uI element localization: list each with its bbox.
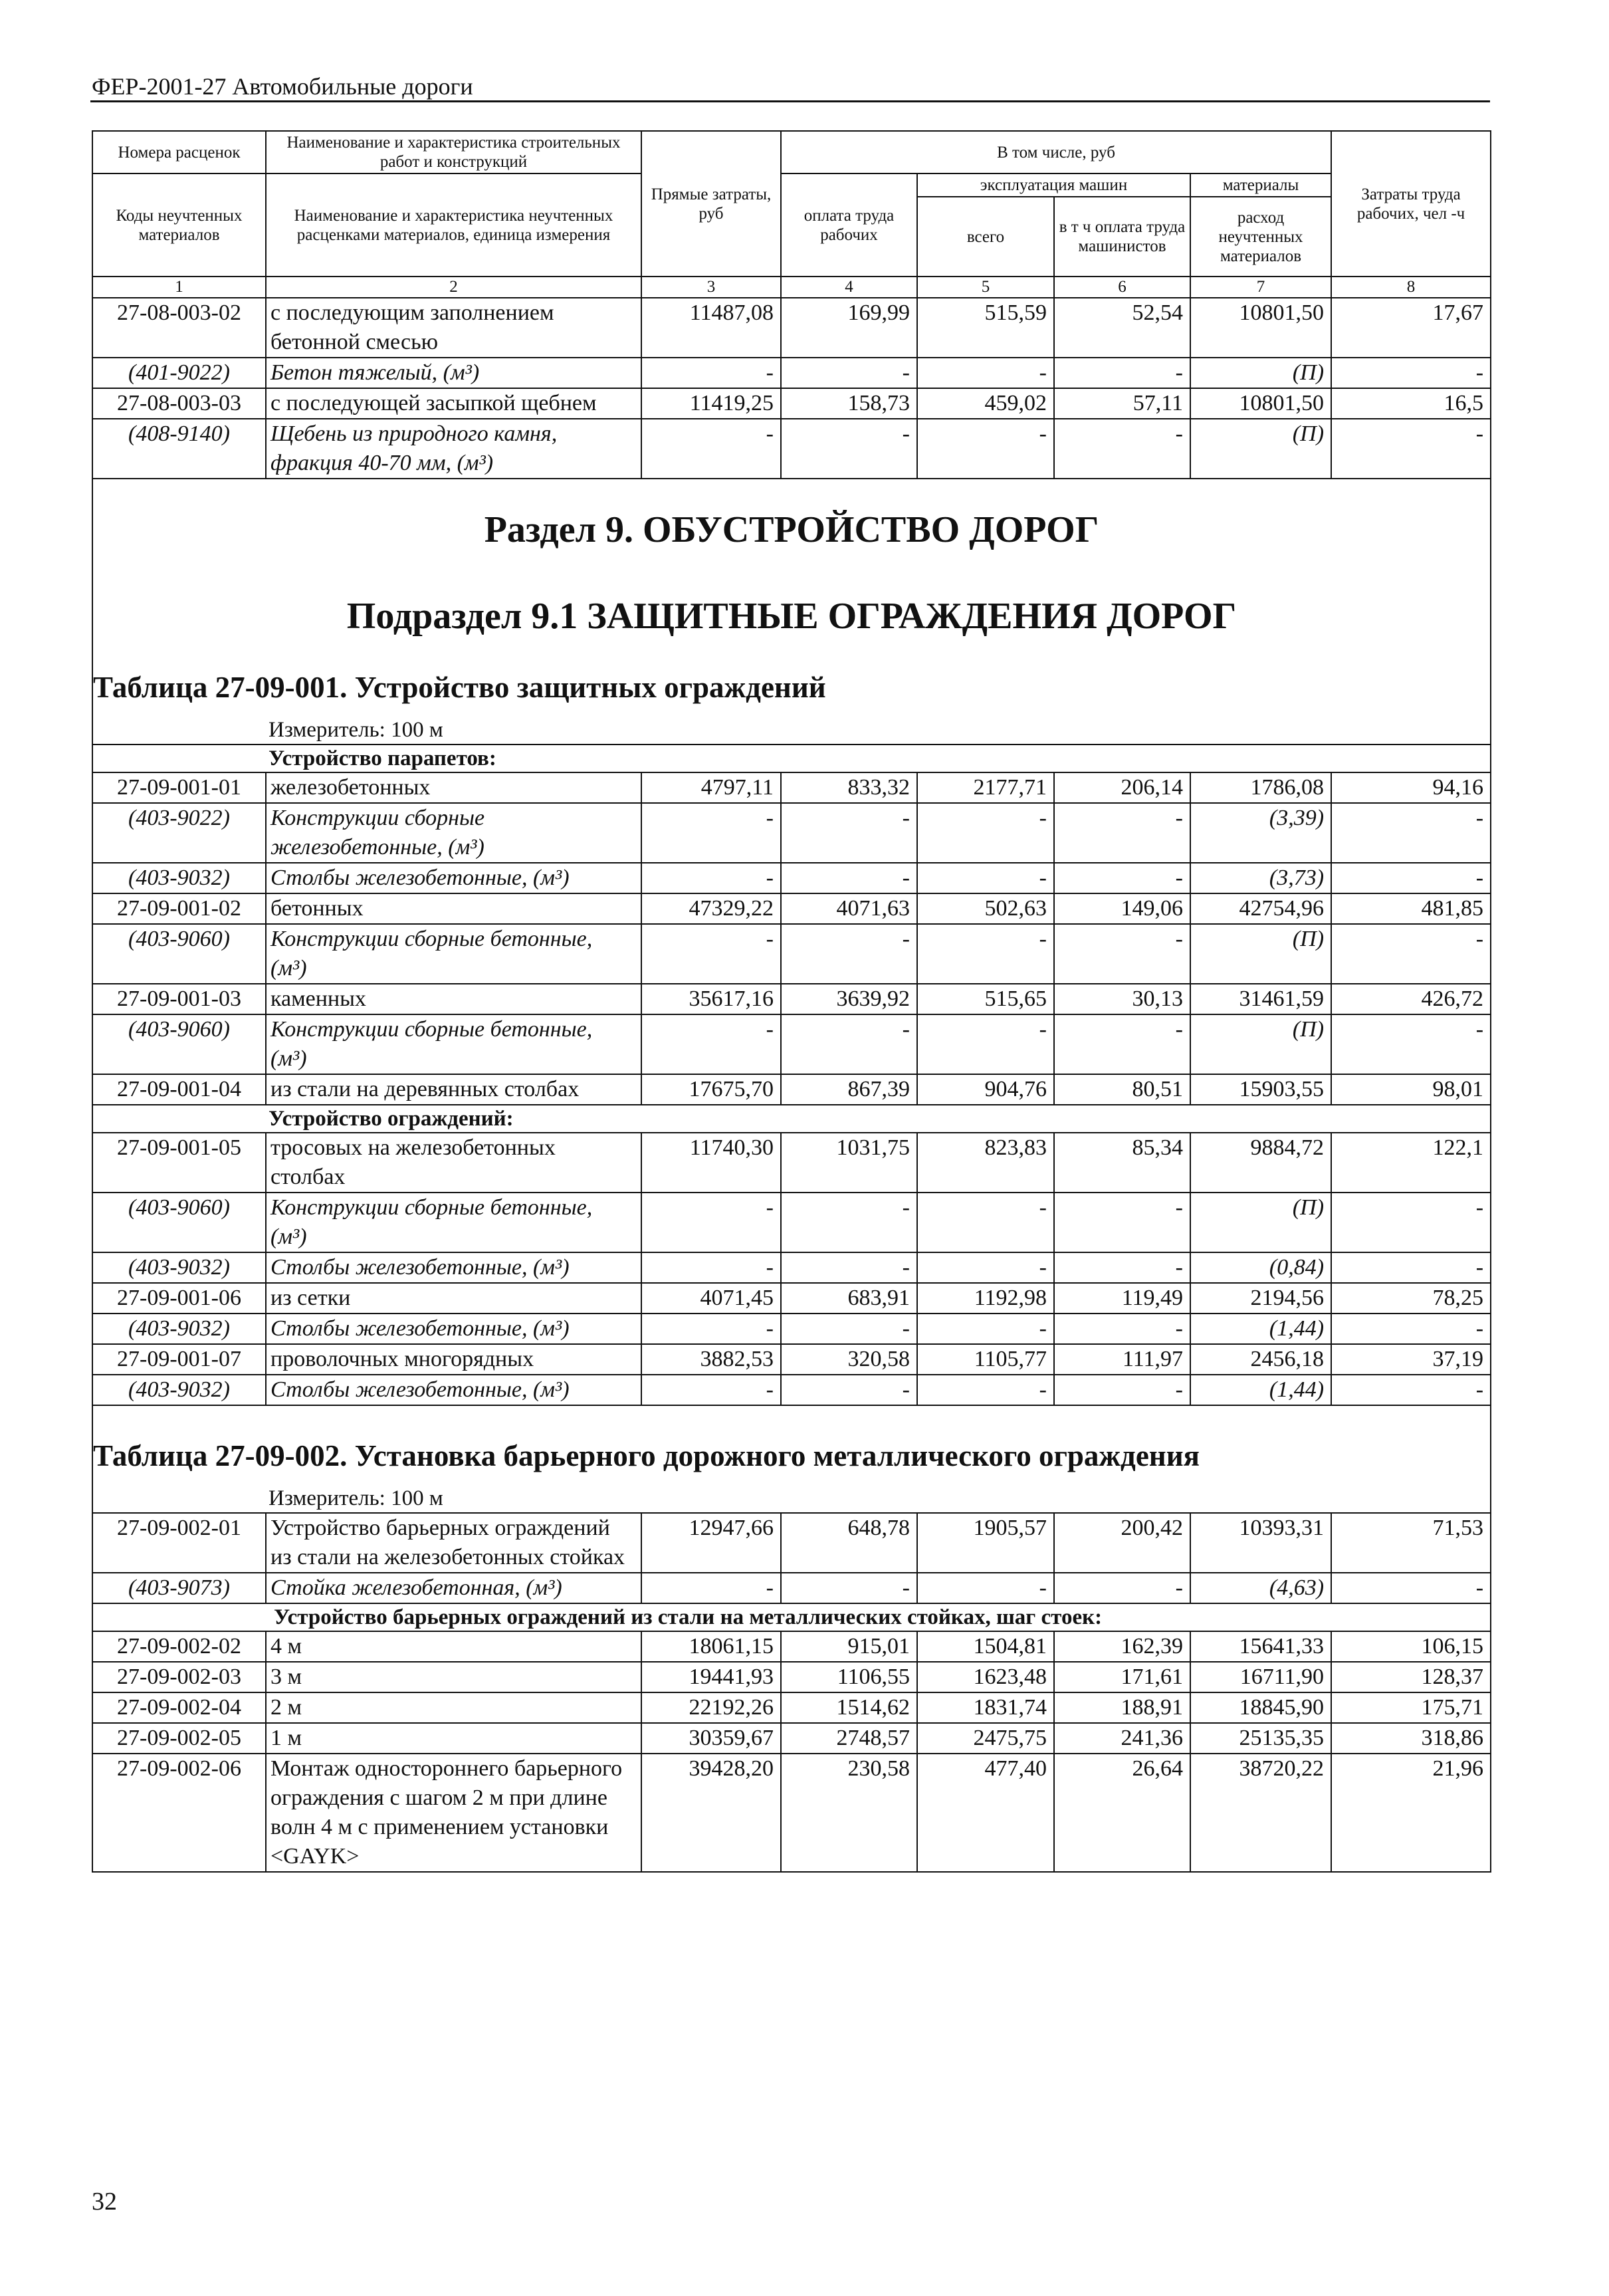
direct-cost-cell: - — [641, 863, 781, 893]
table1-group1-heading: Устройство парапетов: — [92, 745, 1491, 772]
machines-labor-cell: 171,61 — [1054, 1662, 1190, 1692]
header-name-bottom: Наименование и характеристика неучтенных расценками материалов, единица измерения — [266, 173, 641, 277]
table1-title: Таблица 27-09-001. Устройство защитных ограждений — [92, 657, 1491, 716]
machines-labor-cell: 52,54 — [1054, 298, 1190, 358]
labor-pay-cell: 2748,57 — [781, 1723, 917, 1754]
table-row — [92, 1314, 1491, 1344]
machines-labor-cell: - — [1054, 924, 1190, 984]
direct-cost-cell: 22192,26 — [641, 1692, 781, 1723]
table-row — [92, 1513, 1491, 1573]
labor-hours-cell: - — [1331, 863, 1491, 893]
labor-hours-cell: 98,01 — [1331, 1074, 1491, 1105]
machines-labor-cell: - — [1054, 863, 1190, 893]
column-number: 2 — [266, 277, 641, 298]
labor-pay-cell: - — [781, 1314, 917, 1344]
material-code: (401-9022) — [92, 358, 266, 388]
machines-total-cell: - — [917, 1314, 1054, 1344]
direct-cost-cell: 4071,45 — [641, 1283, 781, 1314]
rates-table — [92, 130, 1491, 1873]
labor-hours-cell: 106,15 — [1331, 1631, 1491, 1662]
labor-pay-cell: 867,39 — [781, 1074, 917, 1105]
labor-hours-cell: 122,1 — [1331, 1133, 1491, 1193]
labor-pay-cell: - — [781, 1252, 917, 1283]
materials-cell: 15903,55 — [1190, 1074, 1331, 1105]
labor-hours-cell: 426,72 — [1331, 984, 1491, 1014]
materials-cell: (3,39) — [1190, 803, 1331, 863]
table2-rows-b — [92, 1631, 1491, 1872]
material-name: Столбы железобетонные, (м³) — [266, 1375, 641, 1405]
labor-hours-cell: 128,37 — [1331, 1662, 1491, 1692]
labor-hours-cell: - — [1331, 1314, 1491, 1344]
table2-heading — [92, 1405, 1491, 1513]
machines-labor-cell: - — [1054, 419, 1190, 479]
direct-cost-cell: - — [641, 1193, 781, 1252]
labor-pay-cell: - — [781, 924, 917, 984]
rate-code: 27-09-002-01 — [92, 1513, 266, 1573]
header-code-top: Номера расценок — [92, 131, 266, 173]
material-name: Бетон тяжелый, (м³) — [266, 358, 641, 388]
machines-total-cell: 515,59 — [917, 298, 1054, 358]
work-name: с последующим заполнением бетонной смесью — [266, 298, 641, 358]
section-title: Раздел 9. ОБУСТРОЙСТВО ДОРОГ — [92, 479, 1491, 570]
machines-total-cell: 1623,48 — [917, 1662, 1054, 1692]
labor-hours-cell: - — [1331, 1573, 1491, 1603]
machines-labor-cell: - — [1054, 1375, 1190, 1405]
work-name: Монтаж одностороннего барьерного ограждения с шагом 2 м при длине волн 4 м с применением установки <GAYK> — [266, 1754, 641, 1872]
machines-total-cell: 515,65 — [917, 984, 1054, 1014]
materials-cell: (П) — [1190, 924, 1331, 984]
header-labor-cost: Затраты труда рабочих, чел -ч — [1331, 131, 1491, 277]
subsection-title: Подраздел 9.1 ЗАЩИТНЫЕ ОГРАЖДЕНИЯ ДОРОГ — [92, 570, 1491, 657]
labor-hours-cell: 37,19 — [1331, 1344, 1491, 1375]
labor-hours-cell: - — [1331, 1193, 1491, 1252]
machines-total-cell: 1504,81 — [917, 1631, 1054, 1662]
table-row — [92, 863, 1491, 893]
materials-cell: 16711,90 — [1190, 1662, 1331, 1692]
table-row — [92, 1283, 1491, 1314]
table-row — [92, 1754, 1491, 1872]
table2-group — [92, 1603, 1491, 1631]
material-name: Столбы железобетонные, (м³) — [266, 1314, 641, 1344]
rate-code: 27-09-001-01 — [92, 772, 266, 803]
machines-total-cell: - — [917, 803, 1054, 863]
material-code: (403-9032) — [92, 1314, 266, 1344]
material-code: (403-9060) — [92, 1014, 266, 1074]
machines-labor-cell: 80,51 — [1054, 1074, 1190, 1105]
materials-cell: (П) — [1190, 1014, 1331, 1074]
machines-labor-cell: 241,36 — [1054, 1723, 1190, 1754]
direct-cost-cell: 11419,25 — [641, 388, 781, 419]
direct-cost-cell: 11740,30 — [641, 1133, 781, 1193]
machines-total-cell: 502,63 — [917, 893, 1054, 924]
machines-total-cell: 2177,71 — [917, 772, 1054, 803]
machines-total-cell: - — [917, 863, 1054, 893]
material-code: (403-9060) — [92, 1193, 266, 1252]
table-row — [92, 1344, 1491, 1375]
materials-cell: 25135,35 — [1190, 1723, 1331, 1754]
materials-cell: 2194,56 — [1190, 1283, 1331, 1314]
machines-labor-cell: 162,39 — [1054, 1631, 1190, 1662]
header-machines-total: всего — [917, 197, 1054, 277]
header-materials: материалы — [1190, 173, 1331, 197]
table-row — [92, 1193, 1491, 1252]
header-code-bottom: Коды неучтенных материалов — [92, 173, 266, 277]
header-direct-costs: Прямые затраты, руб — [641, 131, 781, 277]
work-name: 3 м — [266, 1662, 641, 1692]
materials-cell: 10801,50 — [1190, 388, 1331, 419]
machines-total-cell: 823,83 — [917, 1133, 1054, 1193]
machines-total-cell: 477,40 — [917, 1754, 1054, 1872]
table-row — [92, 984, 1491, 1014]
material-name: Стойка железобетонная, (м³) — [266, 1573, 641, 1603]
rate-code: 27-09-002-02 — [92, 1631, 266, 1662]
material-code: (403-9060) — [92, 924, 266, 984]
direct-cost-cell: - — [641, 1573, 781, 1603]
labor-hours-cell: 318,86 — [1331, 1723, 1491, 1754]
machines-labor-cell: 85,34 — [1054, 1133, 1190, 1193]
direct-cost-cell: 17675,70 — [641, 1074, 781, 1105]
materials-cell: 9884,72 — [1190, 1133, 1331, 1193]
labor-hours-cell: - — [1331, 358, 1491, 388]
labor-pay-cell: 648,78 — [781, 1513, 917, 1573]
labor-pay-cell: - — [781, 419, 917, 479]
machines-total-cell: - — [917, 1375, 1054, 1405]
material-name: Щебень из природного камня, фракция 40-70 мм, (м³) — [266, 419, 641, 479]
machines-labor-cell: - — [1054, 803, 1190, 863]
machines-total-cell: 904,76 — [917, 1074, 1054, 1105]
machines-labor-cell: - — [1054, 358, 1190, 388]
header-name-top: Наименование и характеристика строительных работ и конструкций — [266, 131, 641, 173]
work-name: 2 м — [266, 1692, 641, 1723]
machines-total-cell: 2475,75 — [917, 1723, 1054, 1754]
machines-total-cell: - — [917, 1193, 1054, 1252]
direct-cost-cell: - — [641, 1252, 781, 1283]
title-underline — [90, 100, 1490, 102]
direct-cost-cell: - — [641, 358, 781, 388]
direct-cost-cell: 19441,93 — [641, 1662, 781, 1692]
rate-code: 27-09-002-06 — [92, 1754, 266, 1872]
materials-cell: 38720,22 — [1190, 1754, 1331, 1872]
labor-hours-cell: - — [1331, 1252, 1491, 1283]
rows-section-8 — [92, 298, 1491, 479]
materials-cell: 10393,31 — [1190, 1513, 1331, 1573]
table-row — [92, 1133, 1491, 1193]
work-name: железобетонных — [266, 772, 641, 803]
material-code: (403-9073) — [92, 1573, 266, 1603]
labor-hours-cell: 16,5 — [1331, 388, 1491, 419]
materials-cell: (П) — [1190, 419, 1331, 479]
machines-total-cell: 1192,98 — [917, 1283, 1054, 1314]
labor-hours-cell: 175,71 — [1331, 1692, 1491, 1723]
work-name: проволочных многорядных — [266, 1344, 641, 1375]
table2-group-heading: Устройство барьерных ограждений из стали на металлических стойках, шаг стоек: — [92, 1603, 1491, 1631]
labor-hours-cell: 71,53 — [1331, 1513, 1491, 1573]
labor-pay-cell: - — [781, 863, 917, 893]
header-machines-labor: в т ч оплата труда машинистов — [1054, 197, 1190, 277]
document-title: ФЕР-2001-27 Автомобильные дороги — [92, 73, 473, 100]
labor-pay-cell: 1106,55 — [781, 1662, 917, 1692]
machines-labor-cell: - — [1054, 1252, 1190, 1283]
work-name: 1 м — [266, 1723, 641, 1754]
materials-cell: 18845,90 — [1190, 1692, 1331, 1723]
machines-labor-cell: 57,11 — [1054, 388, 1190, 419]
header-including: В том числе, руб — [781, 131, 1331, 173]
rate-code: 27-09-002-03 — [92, 1662, 266, 1692]
direct-cost-cell: - — [641, 419, 781, 479]
labor-pay-cell: 158,73 — [781, 388, 917, 419]
labor-pay-cell: 169,99 — [781, 298, 917, 358]
rate-code: 27-09-002-05 — [92, 1723, 266, 1754]
column-number: 8 — [1331, 277, 1491, 298]
header-materials-unaccounted: расход неучтенных материалов — [1190, 197, 1331, 277]
materials-cell: 15641,33 — [1190, 1631, 1331, 1662]
direct-cost-cell: 35617,16 — [641, 984, 781, 1014]
page-number: 32 — [92, 2188, 117, 2216]
machines-labor-cell: 26,64 — [1054, 1754, 1190, 1872]
work-name: из сетки — [266, 1283, 641, 1314]
machines-labor-cell: 30,13 — [1054, 984, 1190, 1014]
materials-cell: 10801,50 — [1190, 298, 1331, 358]
machines-labor-cell: - — [1054, 1573, 1190, 1603]
work-name: тросовых на железобетонных столбах — [266, 1133, 641, 1193]
table1-measure: Измеритель: 100 м — [92, 716, 1491, 745]
direct-cost-cell: - — [641, 1014, 781, 1074]
materials-cell: (П) — [1190, 1193, 1331, 1252]
table-header — [92, 131, 1491, 298]
materials-cell: 31461,59 — [1190, 984, 1331, 1014]
labor-pay-cell: 4071,63 — [781, 893, 917, 924]
rate-code: 27-09-001-07 — [92, 1344, 266, 1375]
work-name: из стали на деревянных столбах — [266, 1074, 641, 1105]
work-name: каменных — [266, 984, 641, 1014]
material-name: Конструкции сборные железобетонные, (м³) — [266, 803, 641, 863]
table-row — [92, 1375, 1491, 1405]
direct-cost-cell: - — [641, 1314, 781, 1344]
table1-group2-rows — [92, 1133, 1491, 1405]
table-row — [92, 388, 1491, 419]
direct-cost-cell: 47329,22 — [641, 893, 781, 924]
labor-pay-cell: - — [781, 1375, 917, 1405]
header-machines: эксплуатация машин — [917, 173, 1190, 197]
rate-code: 27-09-001-02 — [92, 893, 266, 924]
direct-cost-cell: 4797,11 — [641, 772, 781, 803]
labor-hours-cell: - — [1331, 1375, 1491, 1405]
materials-cell: (4,63) — [1190, 1573, 1331, 1603]
direct-cost-cell: 3882,53 — [641, 1344, 781, 1375]
material-name: Столбы железобетонные, (м³) — [266, 863, 641, 893]
column-number-row — [92, 277, 1491, 298]
rate-code: 27-09-001-03 — [92, 984, 266, 1014]
machines-labor-cell: - — [1054, 1314, 1190, 1344]
machines-labor-cell: 119,49 — [1054, 1283, 1190, 1314]
labor-pay-cell: 230,58 — [781, 1754, 917, 1872]
machines-total-cell: - — [917, 1252, 1054, 1283]
table-row — [92, 1573, 1491, 1603]
table2-measure: Измеритель: 100 м — [92, 1484, 1491, 1513]
direct-cost-cell: 12947,66 — [641, 1513, 781, 1573]
labor-pay-cell: 3639,92 — [781, 984, 917, 1014]
materials-cell: 42754,96 — [1190, 893, 1331, 924]
labor-pay-cell: 1031,75 — [781, 1133, 917, 1193]
direct-cost-cell: 11487,08 — [641, 298, 781, 358]
table1-group1-rows — [92, 772, 1491, 1105]
labor-hours-cell: - — [1331, 419, 1491, 479]
labor-pay-cell: 320,58 — [781, 1344, 917, 1375]
machines-total-cell: - — [917, 1573, 1054, 1603]
labor-pay-cell: 683,91 — [781, 1283, 917, 1314]
work-name: 4 м — [266, 1631, 641, 1662]
materials-cell: (0,84) — [1190, 1252, 1331, 1283]
table-row — [92, 298, 1491, 358]
labor-pay-cell: - — [781, 358, 917, 388]
labor-hours-cell: - — [1331, 1014, 1491, 1074]
column-number: 7 — [1190, 277, 1331, 298]
work-name: с последующей засыпкой щебнем — [266, 388, 641, 419]
machines-total-cell: 459,02 — [917, 388, 1054, 419]
direct-cost-cell: 39428,20 — [641, 1754, 781, 1872]
table1-group2 — [92, 1105, 1491, 1133]
labor-pay-cell: - — [781, 803, 917, 863]
table-row — [92, 803, 1491, 863]
labor-hours-cell: 17,67 — [1331, 298, 1491, 358]
machines-labor-cell: - — [1054, 1014, 1190, 1074]
labor-pay-cell: - — [781, 1014, 917, 1074]
machines-total-cell: - — [917, 419, 1054, 479]
labor-pay-cell: - — [781, 1193, 917, 1252]
labor-pay-cell: 915,01 — [781, 1631, 917, 1662]
machines-labor-cell: 149,06 — [1054, 893, 1190, 924]
column-number: 6 — [1054, 277, 1190, 298]
machines-labor-cell: - — [1054, 1193, 1190, 1252]
material-code: (403-9032) — [92, 1375, 266, 1405]
material-code: (403-9032) — [92, 863, 266, 893]
rate-code: 27-08-003-02 — [92, 298, 266, 358]
section-heading — [92, 479, 1491, 772]
table2-rows-a — [92, 1513, 1491, 1603]
material-name: Столбы железобетонные, (м³) — [266, 1252, 641, 1283]
machines-labor-cell: 200,42 — [1054, 1513, 1190, 1573]
machines-total-cell: - — [917, 358, 1054, 388]
machines-total-cell: - — [917, 924, 1054, 984]
machines-total-cell: 1905,57 — [917, 1513, 1054, 1573]
direct-cost-cell: - — [641, 1375, 781, 1405]
work-name: бетонных — [266, 893, 641, 924]
labor-hours-cell: 481,85 — [1331, 893, 1491, 924]
labor-hours-cell: - — [1331, 924, 1491, 984]
direct-cost-cell: 18061,15 — [641, 1631, 781, 1662]
rate-code: 27-09-002-04 — [92, 1692, 266, 1723]
column-number: 3 — [641, 277, 781, 298]
materials-cell: 1786,08 — [1190, 772, 1331, 803]
column-number: 1 — [92, 277, 266, 298]
table-row — [92, 1723, 1491, 1754]
labor-hours-cell: 21,96 — [1331, 1754, 1491, 1872]
rate-code: 27-08-003-03 — [92, 388, 266, 419]
labor-hours-cell: - — [1331, 803, 1491, 863]
rate-code: 27-09-001-05 — [92, 1133, 266, 1193]
labor-hours-cell: 78,25 — [1331, 1283, 1491, 1314]
materials-cell: 2456,18 — [1190, 1344, 1331, 1375]
header-labor-pay: оплата труда рабочих — [781, 173, 917, 277]
table-row — [92, 419, 1491, 479]
direct-cost-cell: 30359,67 — [641, 1723, 781, 1754]
work-name: Устройство барьерных ограждений из стали на железобетонных стойках — [266, 1513, 641, 1573]
material-name: Конструкции сборные бетонные, (м³) — [266, 1193, 641, 1252]
table-row — [92, 1662, 1491, 1692]
machines-labor-cell: 188,91 — [1054, 1692, 1190, 1723]
machines-labor-cell: 206,14 — [1054, 772, 1190, 803]
rate-code: 27-09-001-04 — [92, 1074, 266, 1105]
column-number: 4 — [781, 277, 917, 298]
direct-cost-cell: - — [641, 803, 781, 863]
material-name: Конструкции сборные бетонные, (м³) — [266, 924, 641, 984]
table-row — [92, 772, 1491, 803]
machines-total-cell: 1105,77 — [917, 1344, 1054, 1375]
machines-total-cell: 1831,74 — [917, 1692, 1054, 1723]
material-code: (408-9140) — [92, 419, 266, 479]
table-row — [92, 1692, 1491, 1723]
materials-cell: (1,44) — [1190, 1375, 1331, 1405]
labor-pay-cell: 1514,62 — [781, 1692, 917, 1723]
materials-cell: (П) — [1190, 358, 1331, 388]
material-name: Конструкции сборные бетонные, (м³) — [266, 1014, 641, 1074]
labor-pay-cell: - — [781, 1573, 917, 1603]
table1-group2-heading: Устройство ограждений: — [92, 1105, 1491, 1133]
materials-cell: (1,44) — [1190, 1314, 1331, 1344]
machines-labor-cell: 111,97 — [1054, 1344, 1190, 1375]
table-row — [92, 893, 1491, 924]
direct-cost-cell: - — [641, 924, 781, 984]
labor-pay-cell: 833,32 — [781, 772, 917, 803]
machines-total-cell: - — [917, 1014, 1054, 1074]
labor-hours-cell: 94,16 — [1331, 772, 1491, 803]
table-row — [92, 1074, 1491, 1105]
material-code: (403-9032) — [92, 1252, 266, 1283]
column-number: 5 — [917, 277, 1054, 298]
table-row — [92, 358, 1491, 388]
table-row — [92, 1252, 1491, 1283]
material-code: (403-9022) — [92, 803, 266, 863]
rate-code: 27-09-001-06 — [92, 1283, 266, 1314]
table-row — [92, 1014, 1491, 1074]
materials-cell: (3,73) — [1190, 863, 1331, 893]
table2-title: Таблица 27-09-002. Установка барьерного дорожного металлического ограждения — [92, 1405, 1491, 1484]
table-row — [92, 1631, 1491, 1662]
table-row — [92, 924, 1491, 984]
